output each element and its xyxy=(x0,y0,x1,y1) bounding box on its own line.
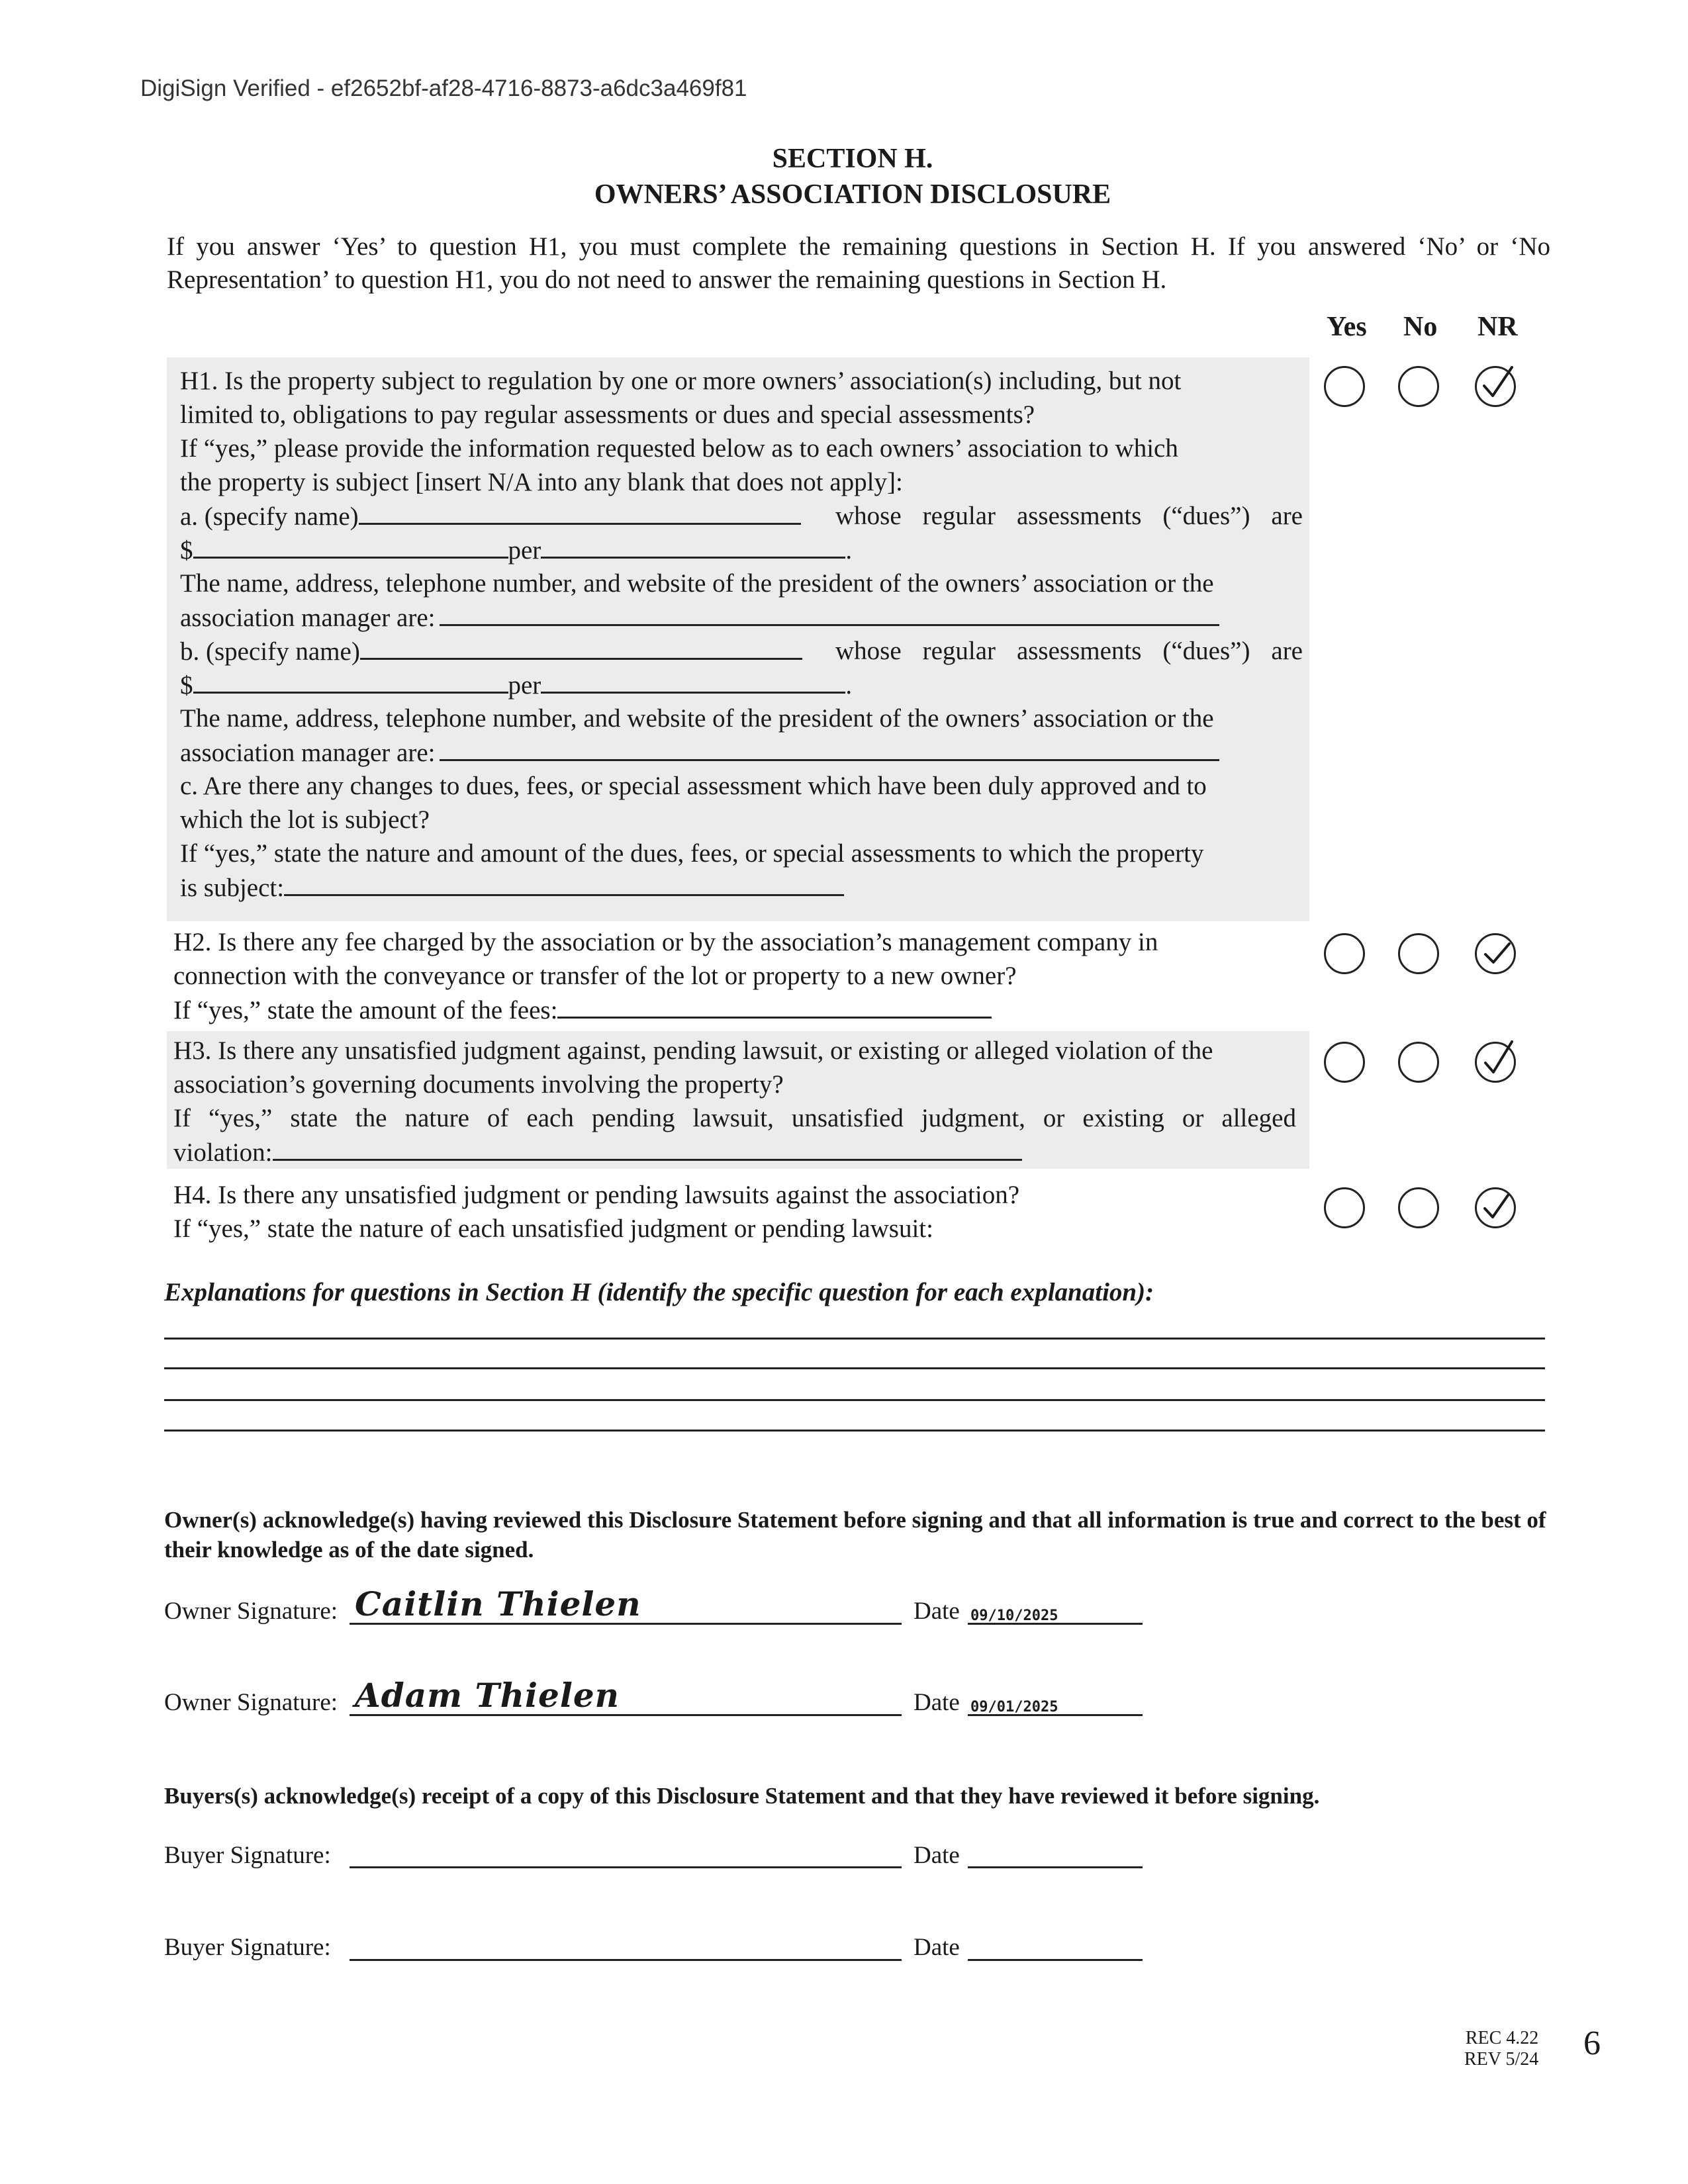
h1-c-row xyxy=(180,870,1303,904)
h1-b-president-field[interactable] xyxy=(440,735,1219,761)
check-icon xyxy=(1475,366,1516,407)
h1-a-pres-label: association manager are: xyxy=(180,604,436,632)
h1-line-3: If “yes,” please provide the information requested below as to each owners’ association to which xyxy=(180,434,1178,463)
check-icon xyxy=(1475,1042,1516,1083)
h1-b-dues-row xyxy=(180,668,1303,702)
h1-nr-radio-checked[interactable] xyxy=(1475,366,1516,407)
h1-a-period-field[interactable] xyxy=(541,533,845,559)
explanation-line-3[interactable] xyxy=(164,1399,1545,1401)
h2-line-1: H2. Is there any fee charged by the association or by the association’s management company in xyxy=(173,928,1158,956)
h1-a-label: a. (specify name) xyxy=(180,502,359,531)
h1-b-name-field[interactable] xyxy=(360,634,802,660)
buyer-date-field-2[interactable] xyxy=(968,1959,1143,1961)
h1-line-2: limited to, obligations to pay regular assessments or dues and special assessments? xyxy=(180,400,1035,429)
h1-a-president-field[interactable] xyxy=(440,600,1219,626)
page-number: 6 xyxy=(1583,2025,1601,2062)
owner-acknowledgement: Owner(s) acknowledge(s) having reviewed this Disclosure Statement before signing and that all information is true and correct to the best of their knowledge as of the date signed. xyxy=(164,1507,1546,1563)
h1-c-line-3: If “yes,” state the nature and amount of the dues, fees, or special assessments to which the property xyxy=(180,839,1204,868)
h1-a-dues-text: whose regular assessments (“dues”) are xyxy=(835,502,1303,530)
owner-signature-label-2: Owner Signature: xyxy=(164,1689,338,1716)
h3-nr-radio-checked[interactable] xyxy=(1475,1042,1516,1083)
buyer-date-field-1[interactable] xyxy=(968,1866,1143,1868)
column-header-yes: Yes xyxy=(1327,312,1367,342)
section-subtitle: OWNERS’ ASSOCIATION DISCLOSURE xyxy=(594,179,1111,210)
form-footer xyxy=(1464,2028,1538,2070)
explanation-line-2[interactable] xyxy=(164,1367,1545,1369)
h2-yes-radio[interactable] xyxy=(1324,933,1365,974)
h1-b-pres-row xyxy=(180,735,1303,769)
h2-nr-radio-checked[interactable] xyxy=(1475,933,1516,974)
h1-a-amount-field[interactable] xyxy=(193,533,508,559)
question-h2 xyxy=(173,925,1309,1026)
buyer-acknowledgement: Buyers(s) acknowledge(s) receipt of a copy of this Disclosure Statement and that they have reviewed it before signing. xyxy=(164,1783,1320,1809)
buyer-date-label-2: Date xyxy=(914,1934,960,1961)
owner-date-label-1: Date xyxy=(914,1598,960,1625)
owner-date-label-2: Date xyxy=(914,1689,960,1716)
question-h3 xyxy=(173,1034,1296,1169)
h1-c-line-1: c. Are there any changes to dues, fees, or special assessment which have been duly approved and to xyxy=(180,772,1207,800)
h2-fees-row xyxy=(173,993,1309,1026)
h1-c-label: is subject: xyxy=(180,874,285,902)
h1-no-radio[interactable] xyxy=(1398,366,1439,407)
h1-b-per: per xyxy=(508,671,541,700)
explanations-label: Explanations for questions in Section H (identify the specific question for each explanation): xyxy=(164,1278,1154,1306)
section-intro: If you answer ‘Yes’ to question H1, you must complete the remaining questions in Section H. If you answered ‘No’ or ‘No Representation’ to question H1, you do not need to answer the remaining questions in Section H. xyxy=(167,232,1550,294)
check-icon xyxy=(1475,1187,1516,1228)
h1-a-pres-line-1: The name, address, telephone number, and website of the president of the owners’ association or the xyxy=(180,569,1214,598)
digisign-verified-stamp: DigiSign Verified - ef2652bf-af28-4716-8873-a6dc3a469f81 xyxy=(140,75,747,101)
owner-date-value-1: 09/10/2025 xyxy=(970,1608,1058,1624)
buyer-signature-field-2[interactable] xyxy=(350,1959,902,1961)
h1-b-amount-field[interactable] xyxy=(193,668,508,694)
h3-line-1: H3. Is there any unsatisfied judgment against, pending lawsuit, or existing or alleged violation of the xyxy=(173,1036,1213,1065)
h1-c-line-2: which the lot is subject? xyxy=(180,805,430,834)
h1-b-pres-line-1: The name, address, telephone number, and website of the president of the owners’ association or the xyxy=(180,704,1214,733)
owner-signature-label-1: Owner Signature: xyxy=(164,1598,338,1625)
h4-no-radio[interactable] xyxy=(1398,1187,1439,1228)
h4-nr-radio-checked[interactable] xyxy=(1475,1187,1516,1228)
h1-c-subject-field[interactable] xyxy=(284,870,844,896)
h1-a-dues-row xyxy=(180,533,1303,567)
column-header-nr: NR xyxy=(1477,312,1518,342)
h3-no-radio[interactable] xyxy=(1398,1042,1439,1083)
h1-a-pres-row xyxy=(180,600,1303,634)
form-number: REC 4.22 xyxy=(1465,2028,1539,2048)
h2-fees-label: If “yes,” state the amount of the fees: xyxy=(173,996,558,1024)
question-h4 xyxy=(173,1178,1309,1246)
explanation-line-1[interactable] xyxy=(164,1338,1545,1340)
h3-line-3: If “yes,” state the nature of each pending lawsuit, unsatisfied judgment, or existing or alleged xyxy=(173,1104,1296,1132)
h3-violation-field[interactable] xyxy=(273,1135,1022,1161)
h1-a-dollar: $ xyxy=(180,536,193,565)
h1-b-period-dot: . xyxy=(845,671,853,700)
h1-b-period-field[interactable] xyxy=(541,668,845,694)
buyer-signature-label-2: Buyer Signature: xyxy=(164,1934,331,1961)
buyer-date-label-1: Date xyxy=(914,1842,960,1869)
owner-date-value-2: 09/01/2025 xyxy=(970,1699,1058,1715)
h1-line-1: H1. Is the property subject to regulation by one or more owners’ association(s) including, but not xyxy=(180,367,1182,395)
h1-yes-radio[interactable] xyxy=(1324,366,1365,407)
h3-violation-row xyxy=(173,1135,1296,1169)
h1-b-dollar: $ xyxy=(180,671,193,700)
explanation-line-4[interactable] xyxy=(164,1430,1545,1432)
h1-a-period-dot: . xyxy=(845,536,853,565)
h4-line-1: H4. Is there any unsatisfied judgment or pending lawsuits against the association? xyxy=(173,1181,1020,1209)
h2-line-2: connection with the conveyance or transfer of the lot or property to a new owner? xyxy=(173,962,1017,990)
h1-a-name-field[interactable] xyxy=(359,499,801,525)
h2-fees-field[interactable] xyxy=(557,993,992,1019)
owner-signature-2: Adam Thielen xyxy=(355,1676,620,1715)
h1-b-pres-label: association manager are: xyxy=(180,739,436,767)
h4-yes-radio[interactable] xyxy=(1324,1187,1365,1228)
h1-a-row xyxy=(180,499,1303,533)
h4-line-2: If “yes,” state the nature of each unsatisfied judgment or pending lawsuit: xyxy=(173,1214,933,1243)
check-icon xyxy=(1475,933,1516,974)
h3-line-2: association’s governing documents involving the property? xyxy=(173,1070,784,1099)
question-h1 xyxy=(180,364,1303,904)
buyer-signature-field-1[interactable] xyxy=(350,1866,902,1868)
h3-yes-radio[interactable] xyxy=(1324,1042,1365,1083)
h1-a-per: per xyxy=(508,536,541,565)
h2-no-radio[interactable] xyxy=(1398,933,1439,974)
h1-b-label: b. (specify name) xyxy=(180,637,360,666)
column-header-no: No xyxy=(1403,312,1438,342)
h3-violation-label: violation: xyxy=(173,1138,273,1167)
form-revision: REV 5/24 xyxy=(1464,2049,1539,2070)
section-title: SECTION H. xyxy=(772,144,933,174)
h1-b-row xyxy=(180,634,1303,668)
buyer-signature-label-1: Buyer Signature: xyxy=(164,1842,331,1869)
h1-line-4: the property is subject [insert N/A into any blank that does not apply]: xyxy=(180,468,903,496)
owner-signature-1: Caitlin Thielen xyxy=(355,1584,641,1623)
h1-b-dues-text: whose regular assessments (“dues”) are xyxy=(835,637,1303,665)
